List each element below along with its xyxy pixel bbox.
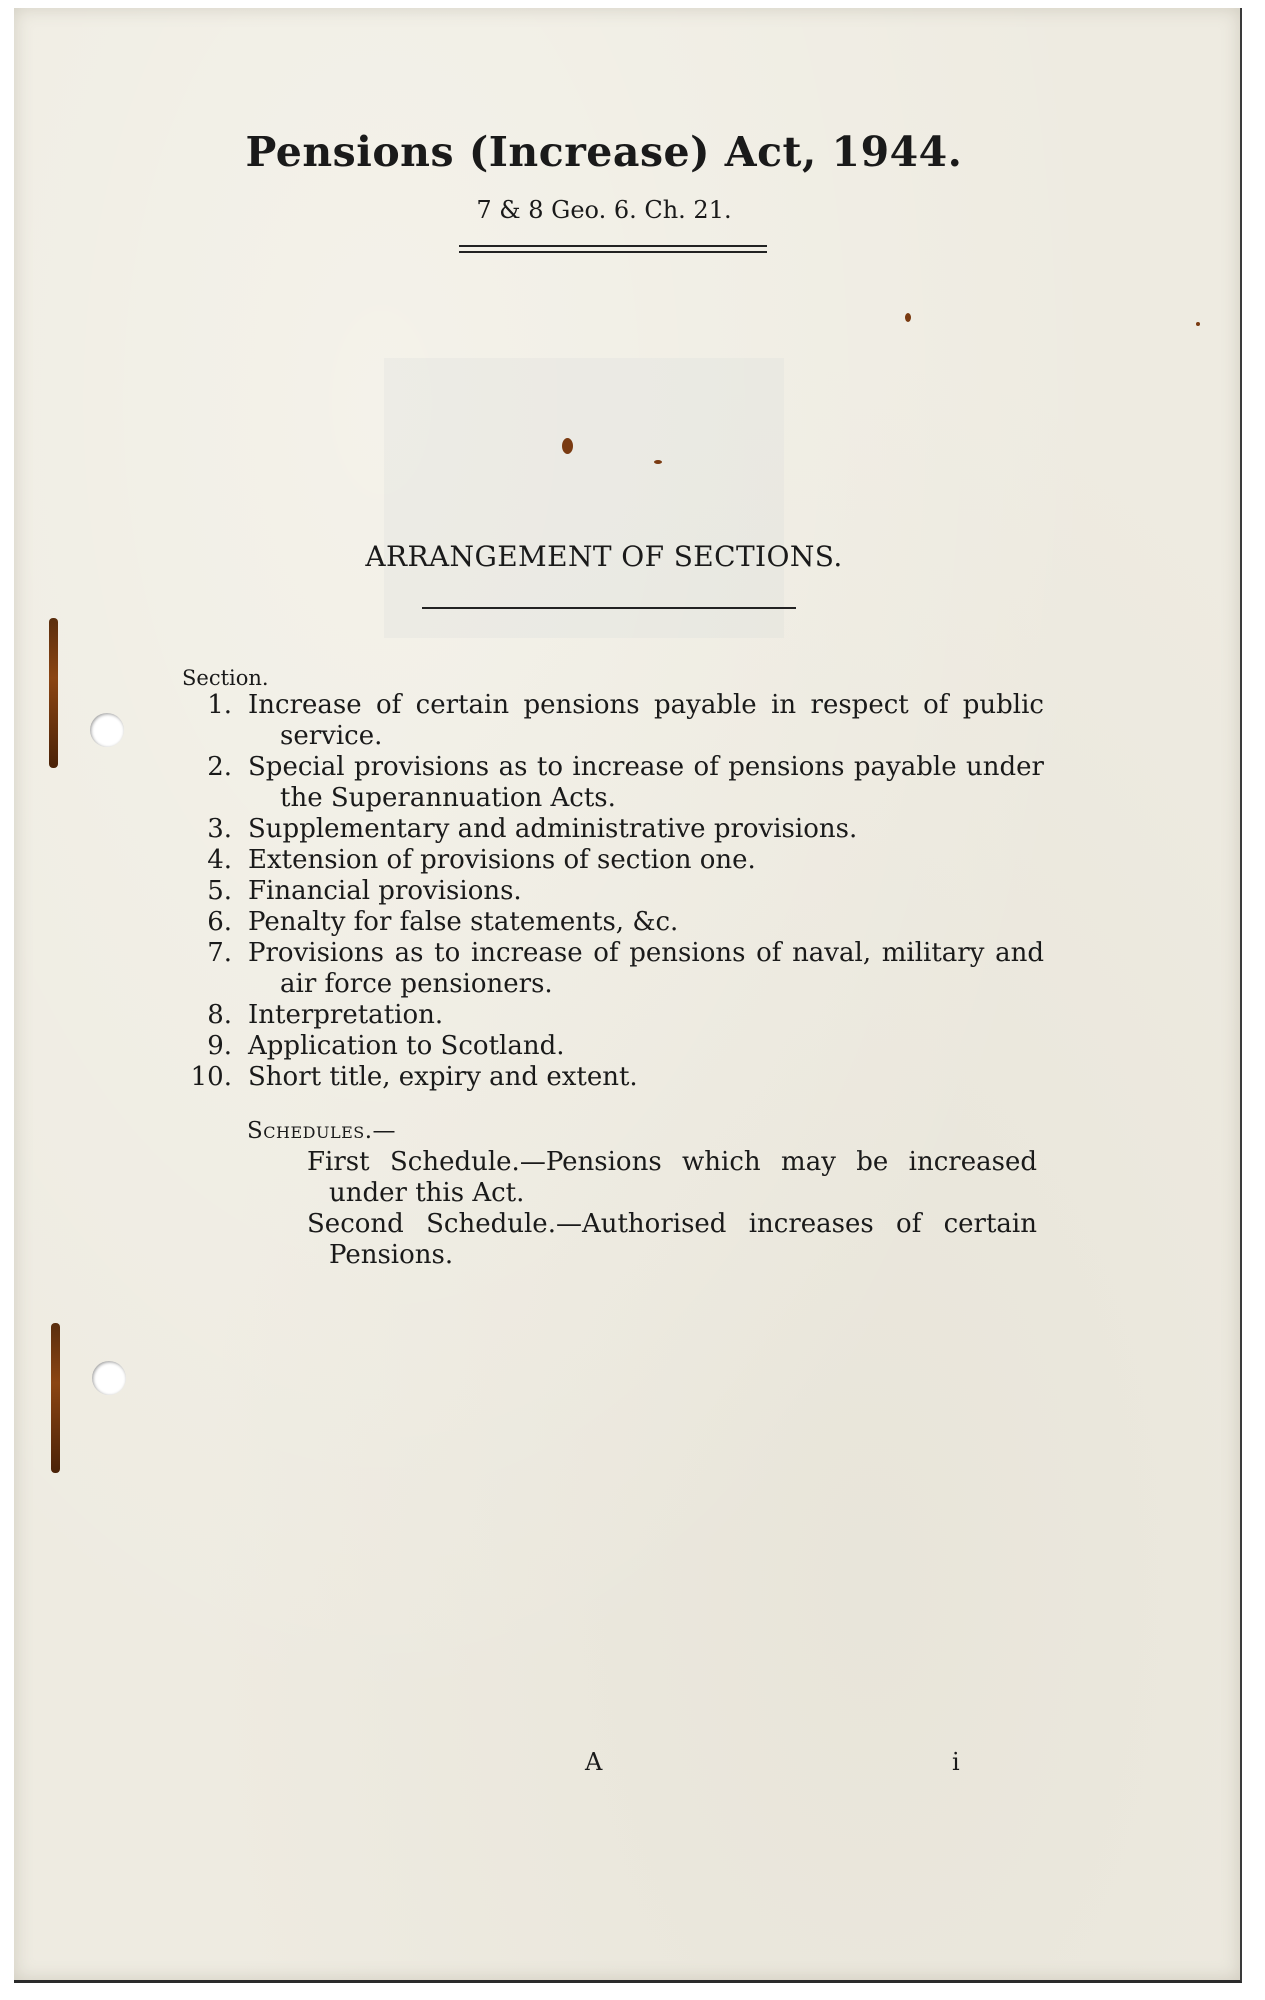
section-entry [174, 690, 1044, 752]
section-number: 6. [207, 907, 232, 937]
section-number: 1. [207, 690, 232, 720]
schedules-heading: Schedules.— [247, 1118, 397, 1144]
act-title: Pensions (Increase) Act, 1944. [245, 128, 963, 176]
section-entry [174, 814, 1044, 845]
section-title: Short title, expiry and extent. [248, 1062, 638, 1092]
section-entry [174, 845, 1044, 876]
paper-sheet [14, 8, 1242, 1983]
section-number: 9. [207, 1031, 232, 1061]
section-number: 8. [207, 1000, 232, 1030]
section-number: 5. [207, 876, 232, 906]
show-through-stain [384, 358, 784, 638]
punch-hole-bottom [92, 1361, 126, 1395]
section-entry [174, 1062, 1044, 1093]
title-double-rule [459, 245, 767, 253]
page-number: i [952, 1748, 960, 1776]
section-title: Financial provisions. [248, 876, 522, 906]
section-number: 2. [207, 752, 232, 782]
section-title: Supplementary and administrative provisions. [248, 814, 858, 844]
section-number: 3. [207, 814, 232, 844]
act-citation: 7 & 8 Geo. 6. Ch. 21. [476, 196, 732, 224]
foxing-spot [1196, 322, 1200, 326]
section-title: Special provisions as to increase of pensions payable under the Superannuation Acts. [248, 752, 1044, 813]
section-number: 7. [207, 938, 232, 968]
arrangement-heading: ARRANGEMENT OF SECTIONS. [365, 540, 843, 573]
section-title: Application to Scotland. [248, 1031, 565, 1061]
heading-rule [422, 607, 796, 609]
section-entry [174, 876, 1044, 907]
section-entry [174, 1031, 1044, 1062]
section-entry [174, 1000, 1044, 1031]
section-title: Extension of provisions of section one. [248, 845, 756, 875]
section-number: 4. [207, 845, 232, 875]
section-title: Interpretation. [248, 1000, 444, 1030]
sections-list [174, 690, 1044, 1093]
section-entry [174, 907, 1044, 938]
section-entry [174, 752, 1044, 814]
foxing-spot [905, 313, 911, 322]
foxing-spot [654, 460, 662, 464]
schedules-block [247, 1116, 1037, 1271]
section-number: 10. [190, 1062, 232, 1092]
section-entry [174, 938, 1044, 1000]
punch-hole-top [90, 713, 124, 747]
schedule-entry: Second Schedule.—Authorised increases of certain Pensions. [307, 1209, 1037, 1270]
foxing-spot [562, 438, 573, 454]
section-title: Increase of certain pensions payable in respect of public service. [248, 690, 1044, 751]
section-title: Provisions as to increase of pensions of naval, military and air force pensioners. [248, 938, 1044, 999]
section-title: Penalty for false statements, &c. [248, 907, 679, 937]
schedule-entry: First Schedule.—Pensions which may be increased under this Act. [307, 1147, 1037, 1208]
section-column-label: Section. [182, 666, 269, 690]
staple-rust-mark-bottom [51, 1323, 60, 1473]
signature-mark: A [585, 1748, 603, 1776]
staple-rust-mark-top [49, 618, 58, 768]
